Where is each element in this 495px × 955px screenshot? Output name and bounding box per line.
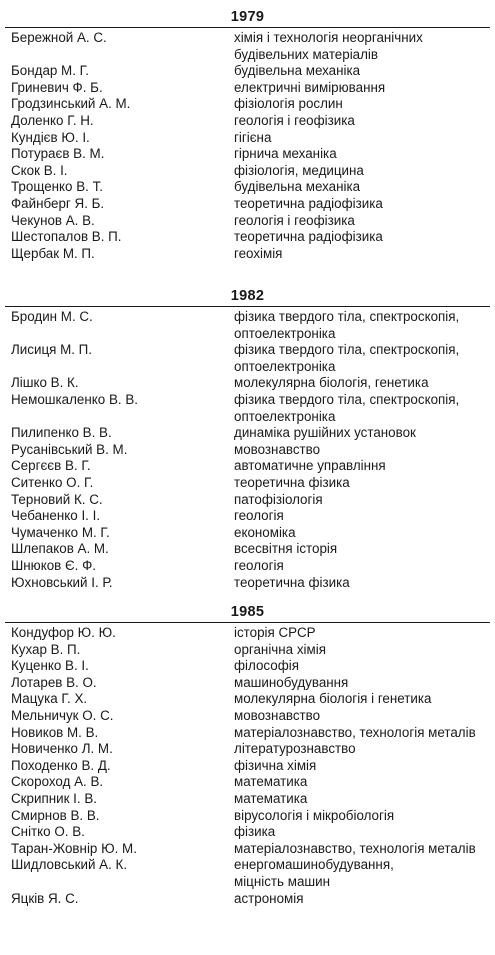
list-item	[0, 342, 495, 375]
person-name: Щербак М. П.	[11, 245, 95, 261]
specialty	[228, 458, 386, 475]
specialty	[228, 758, 316, 775]
specialty-line: економіка	[234, 524, 296, 540]
specialty-line: оптоелектроніка	[234, 358, 336, 374]
person-name: Шестопалов В. П.	[11, 229, 122, 245]
person-name: Гриневич Ф. Б.	[11, 79, 103, 95]
list-item	[0, 492, 495, 509]
specialty	[228, 163, 364, 180]
specialty-line: матеріалознавство, технологія металів	[234, 724, 476, 740]
list-item	[0, 458, 495, 475]
person-name: Чебаненко І. І.	[11, 508, 101, 524]
person-name: Ситенко О. Г.	[11, 474, 94, 490]
specialty-line: геологія	[234, 508, 284, 524]
person-name: Снітко О. В.	[11, 824, 85, 840]
specialty-line: молекулярна біологія і генетика	[234, 691, 432, 707]
person-name: Трощенко В. Т.	[11, 179, 103, 195]
specialty-line: математика	[234, 774, 308, 790]
person-name: Таран-Жовнір Ю. М.	[11, 840, 137, 856]
person-name: Кундієв Ю. І.	[11, 129, 90, 145]
specialty-line: автоматичне управління	[234, 458, 386, 474]
list-item	[0, 658, 495, 675]
list-item	[0, 246, 495, 263]
specialty-line: теоретична фізика	[234, 574, 350, 590]
person-name: Шлепаков А. М.	[11, 541, 109, 557]
person-name: Лішко В. К.	[11, 375, 79, 391]
list-item	[0, 309, 495, 342]
person-name: Русанівський В. М.	[11, 441, 128, 457]
specialty-line: фізика твердого тіла, спектроскопія,	[234, 342, 460, 358]
year-heading: 1982	[230, 288, 265, 304]
specialty	[228, 492, 323, 509]
person-name: Бондар М. Г.	[11, 63, 89, 79]
person-name: Лотарев В. О.	[11, 674, 97, 690]
specialty-line: всесвітня історія	[234, 541, 338, 557]
list-item	[0, 229, 495, 246]
specialty	[228, 80, 385, 97]
specialty	[228, 541, 337, 558]
specialty	[228, 625, 316, 642]
specialty-line: фізика	[234, 824, 276, 840]
list-item	[0, 741, 495, 758]
person-name: Лисиця М. П.	[11, 342, 93, 358]
specialty	[228, 508, 284, 525]
list-item	[0, 525, 495, 542]
specialty-line: патофізіологія	[234, 491, 323, 507]
list-item	[0, 113, 495, 130]
specialty-line: фізіологія рослин	[234, 96, 343, 112]
specialty-line: астрономія	[234, 890, 304, 906]
specialty-line: теоретична радіофізика	[234, 195, 383, 211]
list-item	[0, 80, 495, 97]
year-heading: 1985	[230, 604, 265, 620]
specialty	[228, 558, 284, 575]
specialty	[228, 442, 320, 459]
specialty	[228, 309, 459, 342]
list-item	[0, 475, 495, 492]
specialty	[228, 741, 356, 758]
specialty	[228, 146, 337, 163]
specialty	[228, 525, 296, 542]
list-item	[0, 425, 495, 442]
specialty	[228, 675, 348, 692]
person-name: Яцків Я. С.	[11, 890, 79, 906]
specialty-line: будівельна механіка	[234, 63, 361, 79]
list-item	[0, 213, 495, 230]
specialty	[228, 824, 275, 841]
person-name: Куценко В. І.	[11, 658, 89, 674]
specialty-line: гігієна	[234, 129, 272, 145]
list-item	[0, 575, 495, 592]
list-item	[0, 30, 495, 63]
specialty	[228, 342, 459, 375]
person-name: Пилипенко В. В.	[11, 425, 112, 441]
specialty-line: геохімія	[234, 245, 283, 261]
specialty-line: фізична хімія	[234, 757, 317, 773]
specialty-line: історія СРСР	[234, 625, 316, 640]
list-item	[0, 163, 495, 180]
list-item	[0, 642, 495, 659]
specialty	[228, 179, 360, 196]
list-item	[0, 774, 495, 791]
list-item	[0, 841, 495, 858]
list-item	[0, 541, 495, 558]
specialty	[228, 658, 299, 675]
specialty-line: електричні вимірювання	[234, 79, 386, 95]
specialty	[228, 857, 394, 890]
person-name: Терновий К. С.	[11, 491, 103, 507]
specialty	[228, 425, 416, 442]
specialty-line: молекулярна біологія, генетика	[234, 375, 429, 391]
specialty	[228, 475, 350, 492]
specialty	[228, 213, 355, 230]
specialty	[228, 774, 307, 791]
specialty	[228, 708, 320, 725]
specialty	[228, 808, 394, 825]
specialty	[228, 891, 303, 908]
person-name: Шидловський А. К.	[11, 857, 128, 873]
person-name: Чекунов А. В.	[11, 212, 95, 228]
list-item	[0, 675, 495, 692]
person-name: Смирнов В. В.	[11, 807, 100, 823]
person-name: Юхновський І. Р.	[11, 574, 113, 590]
person-name: Скороход А. В.	[11, 774, 104, 790]
specialty	[228, 841, 476, 858]
specialty-line: будівельних матеріалів	[234, 46, 379, 62]
list-item	[0, 196, 495, 213]
person-name: Мельничук О. С.	[11, 707, 114, 723]
year-heading: 1979	[230, 9, 265, 25]
year-section	[0, 288, 495, 591]
year-section	[0, 604, 495, 907]
specialty	[228, 246, 282, 263]
specialty-line: геологія і геофізика	[234, 112, 355, 128]
specialty-line: математика	[234, 790, 308, 806]
specialty	[228, 791, 307, 808]
specialty-line: будівельна механіка	[234, 179, 361, 195]
specialty-line: теоретична радіофізика	[234, 229, 383, 245]
person-name: Гродзинський А. М.	[11, 96, 131, 112]
divider	[5, 306, 490, 307]
specialty-line: геологія	[234, 557, 284, 573]
person-name: Походенко В. Д.	[11, 757, 111, 773]
person-name: Новиченко Л. М.	[11, 741, 113, 757]
list-item	[0, 725, 495, 742]
specialty	[228, 113, 355, 130]
specialty-line: вірусологія і мікробіологія	[234, 807, 395, 823]
specialty	[228, 691, 432, 708]
specialty	[228, 575, 350, 592]
specialty	[228, 96, 343, 113]
specialty-line: фізіологія, медицина	[234, 162, 364, 178]
list-item	[0, 691, 495, 708]
specialty-line: гірнича механіка	[234, 146, 337, 162]
specialty-line: фізика твердого тіла, спектроскопія,	[234, 309, 460, 324]
specialty-line: хімія і технологія неорганічних	[234, 30, 423, 45]
specialty-line: енергомашинобудування,	[234, 857, 394, 873]
list-item	[0, 808, 495, 825]
list-item	[0, 625, 495, 642]
person-name: Доленко Г. Н.	[11, 112, 94, 128]
person-name: Файнберг Я. Б.	[11, 195, 105, 211]
list-item	[0, 146, 495, 163]
specialty	[228, 130, 271, 147]
specialty-line: літературознавство	[234, 741, 356, 757]
specialty	[228, 229, 383, 246]
specialty-line: геологія і геофізика	[234, 212, 355, 228]
person-name: Немошкаленко В. В.	[11, 391, 138, 407]
list-item	[0, 375, 495, 392]
specialty-line: матеріалознавство, технологія металів	[234, 840, 476, 856]
list-item	[0, 130, 495, 147]
list-item	[0, 708, 495, 725]
specialty	[228, 196, 383, 213]
specialty-line: мовознавство	[234, 707, 321, 723]
specialty-line: мовознавство	[234, 441, 321, 457]
specialty-line: органічна хімія	[234, 641, 326, 657]
person-name: Кухар В. П.	[11, 641, 81, 657]
list-item	[0, 558, 495, 575]
person-name: Скок В. І.	[11, 162, 68, 178]
person-name: Кондуфор Ю. Ю.	[11, 625, 116, 640]
specialty-line: оптоелектроніка	[234, 325, 336, 341]
list-item	[0, 63, 495, 80]
list-item	[0, 891, 495, 908]
person-name: Потураєв В. М.	[11, 146, 105, 162]
specialty-line: фізика твердого тіла, спектроскопія,	[234, 391, 460, 407]
specialty-line: динаміка рушійних установок	[234, 425, 416, 441]
specialty	[228, 642, 326, 659]
list-item	[0, 392, 495, 425]
list-item	[0, 179, 495, 196]
list-item	[0, 442, 495, 459]
person-name: Сергєєв В. Г.	[11, 458, 91, 474]
list-item	[0, 791, 495, 808]
person-name: Новиков М. В.	[11, 724, 99, 740]
person-name: Бродин М. С.	[11, 309, 93, 324]
specialty-line: філософія	[234, 658, 299, 674]
specialty	[228, 63, 360, 80]
list-item	[0, 96, 495, 113]
specialty	[228, 392, 459, 425]
specialty-line: міцність машин	[234, 873, 331, 889]
specialty-line: теоретична фізика	[234, 474, 350, 490]
specialty	[228, 375, 429, 392]
list-item	[0, 508, 495, 525]
specialty	[228, 725, 476, 742]
divider	[5, 622, 490, 623]
list-item	[0, 824, 495, 841]
specialty-line: оптоелектроніка	[234, 408, 336, 424]
person-name: Чумаченко М. Г.	[11, 524, 110, 540]
list-item	[0, 758, 495, 775]
specialty-line: машинобудування	[234, 674, 349, 690]
person-name: Бережной А. С.	[11, 30, 107, 45]
person-name: Шнюков Є. Ф.	[11, 557, 96, 573]
divider	[5, 27, 490, 28]
year-section	[0, 9, 495, 262]
person-name: Скрипник І. В.	[11, 790, 97, 806]
specialty	[228, 30, 423, 63]
person-name: Мацука Г. Х.	[11, 691, 88, 707]
list-item	[0, 857, 495, 890]
